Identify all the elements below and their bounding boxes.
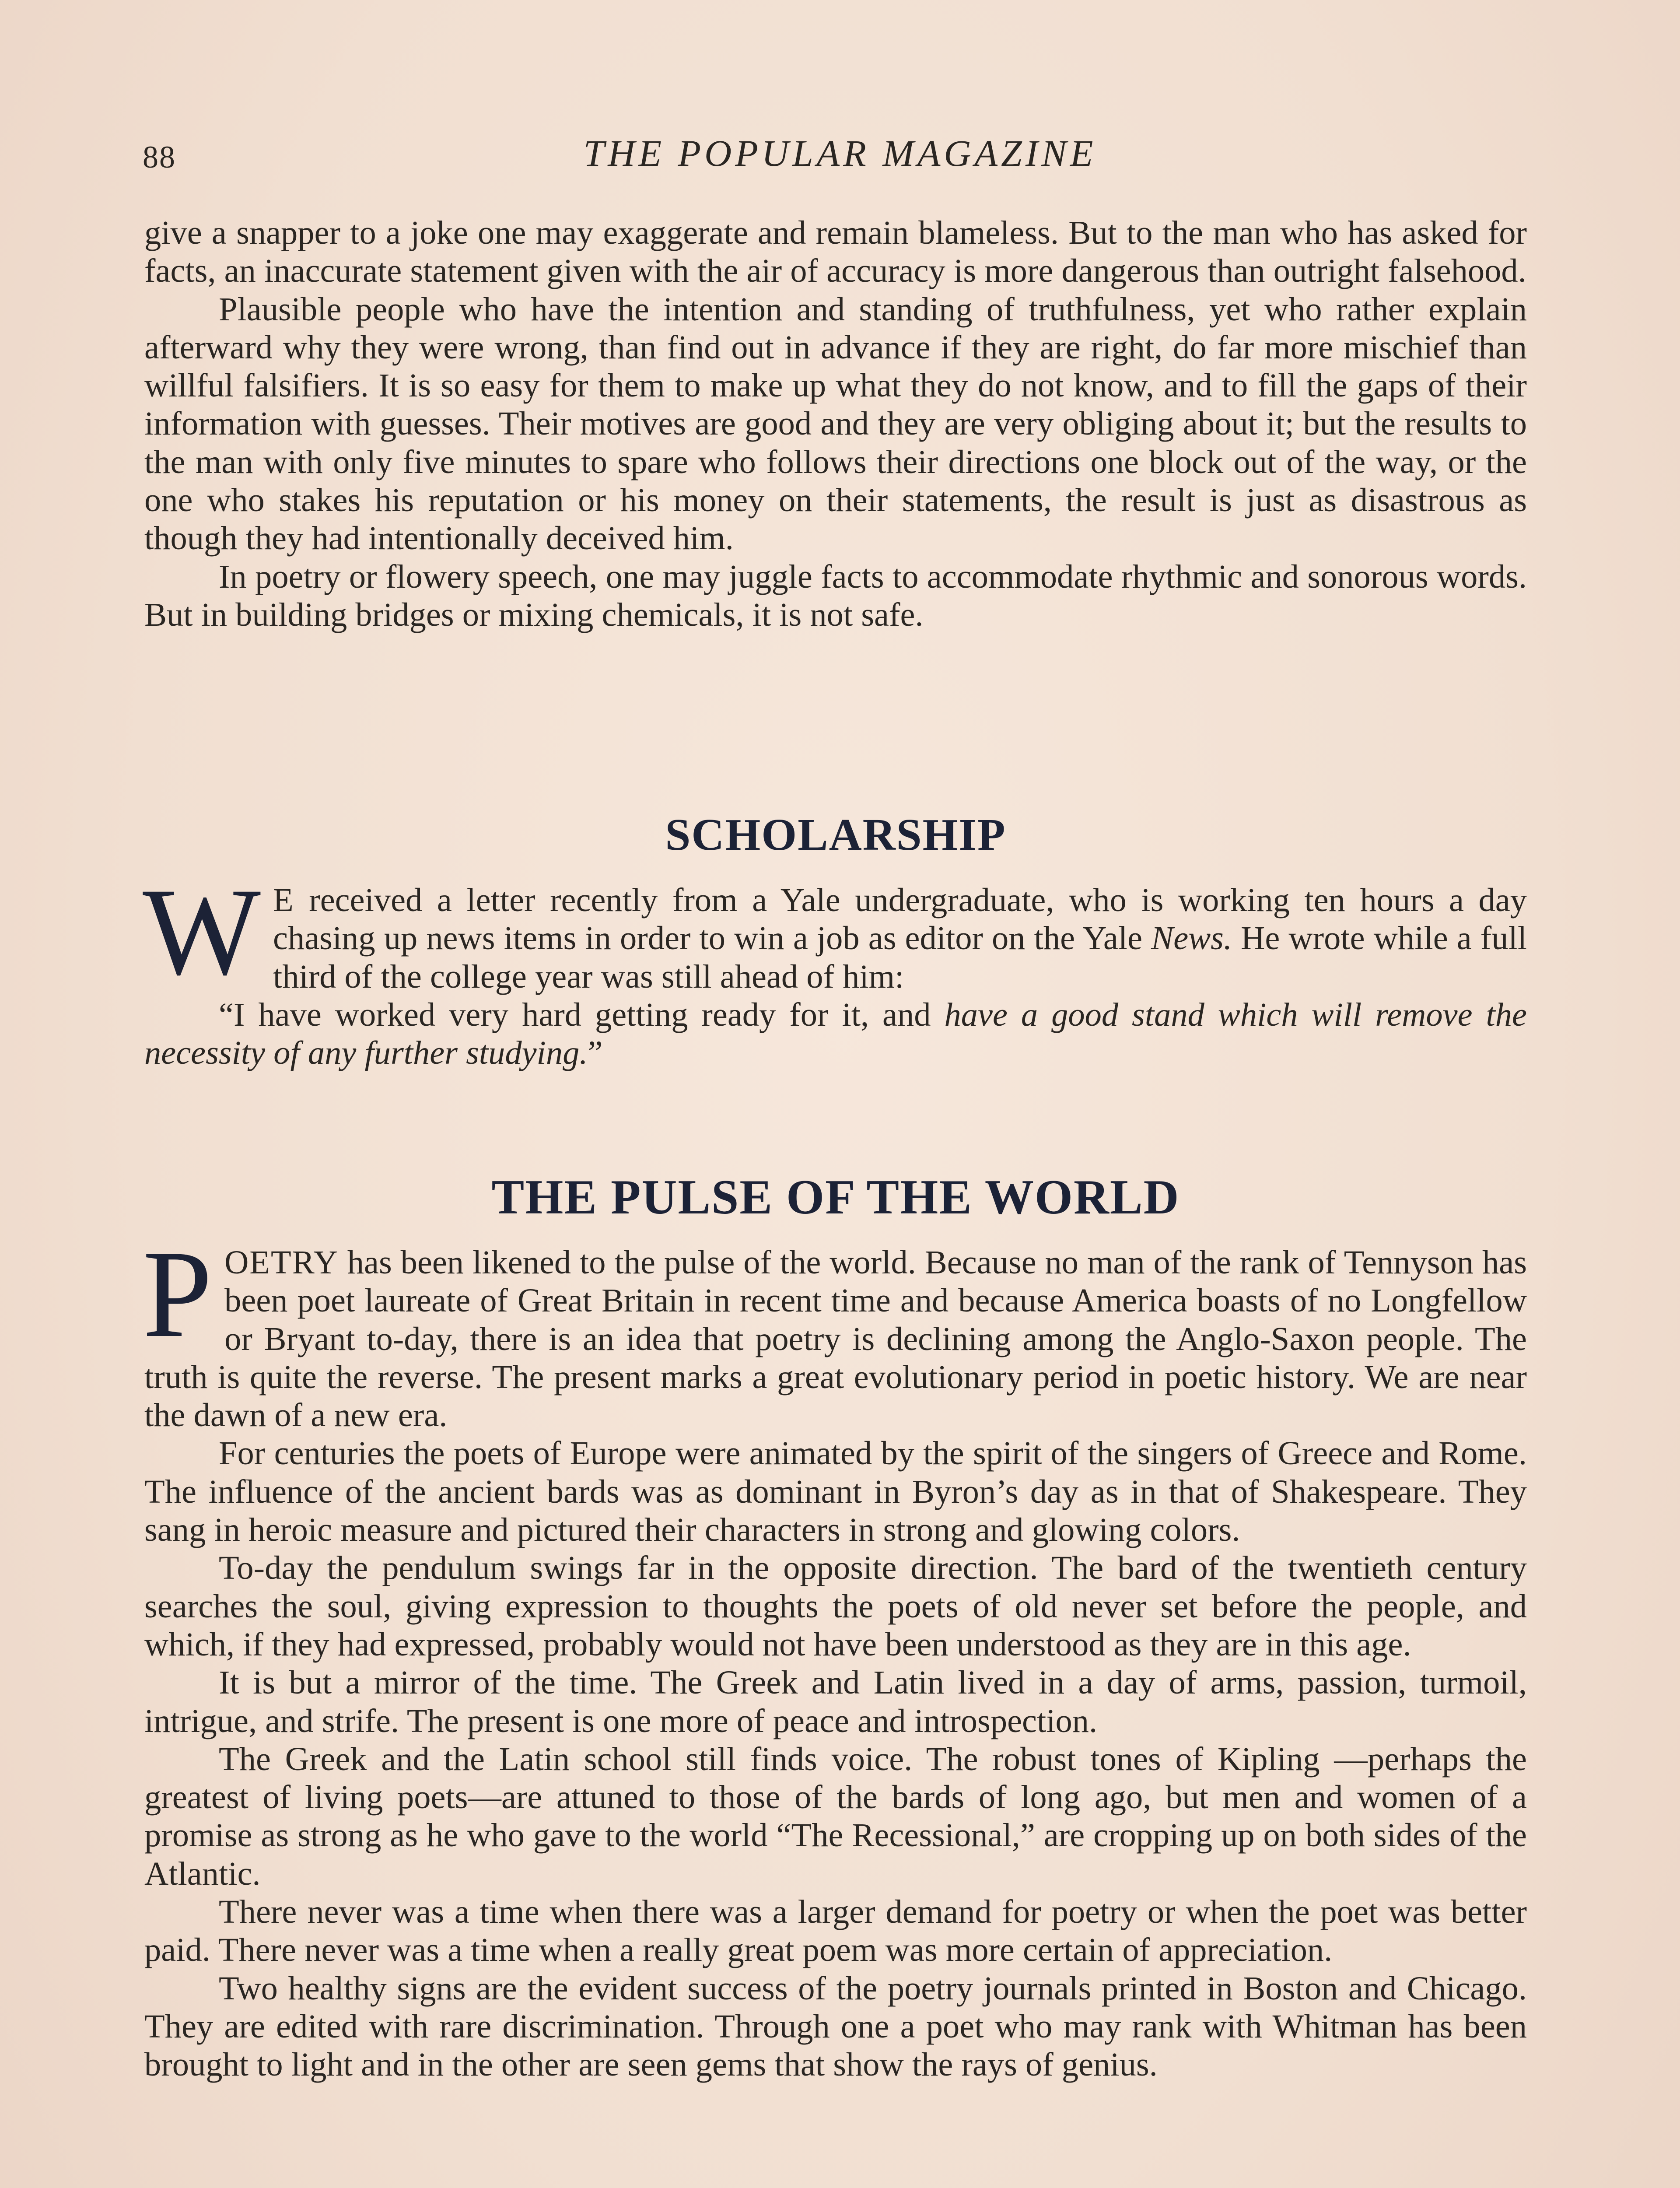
- scholarship-text-a: received a letter recently from a Yale undergraduate, who is working ten hours a day chasing up news items in order to win a job as editor on the Yale: [273, 881, 1527, 957]
- scholarship-quote: [144, 996, 1527, 1072]
- intro-paragraph-1: give a snapper to a joke one may exaggerate and remain blameless. But to the man who has asked for facts, an inaccurate statement given with the air of accuracy is more dangerous than outright falsehood.: [144, 214, 1527, 290]
- pulse-paragraph-5: The Greek and the Latin school still finds voice. The robust tones of Kipling —perhaps the greatest of living poets—are attuned to those of the bards of long ago, but men and women of a promise as strong as he who gave to the world “The Recessional,” are cropping up on both sides of the Atlantic.: [144, 1740, 1527, 1892]
- pulse-lead-caps: OETRY: [224, 1244, 339, 1281]
- pulse-paragraph-1-text: has been likened to the pulse of the world. Because no man of the rank of Tennyson has been poet laureate of Great Britain in recent time and because America boasts of no Longfellow or Bryant to-day, there is an idea that poetry is declining among the Anglo-Saxon people. The truth is quite the reverse. The present marks a great evolutionary period in poetic history. We are near the dawn of a new era.: [144, 1244, 1527, 1434]
- pulse-paragraph-6: There never was a time when there was a larger demand for poetry or when the poet was better paid. There never was a time when a really great poem was more certain of appreciation.: [144, 1893, 1527, 1969]
- pulse-paragraph-3: To-day the pendulum swings far in the opposite direction. The bard of the twentieth century searches the soul, giving expression to thoughts the poets of old never set before the people, and which, if they had expressed, probably would not have been understood as they are in this age.: [144, 1549, 1527, 1663]
- intro-text: [144, 214, 1527, 634]
- scholarship-italic-news: News.: [1151, 919, 1232, 957]
- scholarship-text-b: He wrote while a full third of the college year was still ahead of him:: [273, 919, 1527, 995]
- running-head: THE POPULAR MAGAZINE: [583, 132, 1097, 174]
- drop-cap-w: W: [143, 862, 261, 1001]
- quote-text-a: “I have worked very hard getting ready for it, and: [219, 996, 945, 1033]
- quote-end: ”: [588, 1034, 603, 1072]
- page-number: 88: [143, 140, 176, 175]
- scholarship-lead-caps: E: [273, 881, 294, 919]
- pulse-text: [143, 1224, 1527, 2084]
- quote-italic: have a good stand which will remove the necessity of any further studying.: [144, 996, 1527, 1072]
- pulse-paragraph-2: For centuries the poets of Europe were animated by the spirit of the singers of Greece and Rome. The influence of the ancient bards was as dominant in Byron’s day as in that of Shakespeare. They sang in heroic measure and pictured their characters in strong and glowing colors.: [144, 1434, 1527, 1549]
- scholarship-paragraph-1: [143, 862, 1527, 1001]
- page-header: [140, 131, 1540, 179]
- pulse-title: THE PULSE OF THE WORLD: [491, 1170, 1180, 1224]
- pulse-paragraph-4: It is but a mirror of the time. The Greek and Latin lived in a day of arms, passion, turmoil, intrigue, and strife. The present is one more of peace and introspection.: [144, 1664, 1527, 1739]
- drop-cap-p: P: [143, 1224, 213, 1363]
- scholarship-title: SCHOLARSHIP: [665, 810, 1006, 860]
- scholarship-text: [143, 862, 1527, 1072]
- pulse-paragraph-1: [143, 1224, 1527, 1434]
- intro-paragraph-2: Plausible people who have the intention and standing of truthfulness, yet who rather explain afterward why they were wrong, than find out in advance if they are right, do far more mischief than willful falsifiers. It is so easy for them to make up what they do not know, and to fill the gaps of their information with guesses. Their motives are good and they are very obliging about it; but the results to the man with only five minutes to spare who follows their directions one block out of the way, or the one who stakes his reputation or his money on their statements, the result is just as disastrous as though they had intentionally deceived him.: [144, 290, 1527, 557]
- intro-paragraph-3: In poetry or flowery speech, one may juggle facts to accommodate rhythmic and sonorous words. But in building bridges or mixing chemicals, it is not safe.: [144, 558, 1527, 633]
- pulse-paragraph-7: Two healthy signs are the evident success of the poetry journals printed in Boston and Chicago. They are edited with rare discrimination. Through one a poet who may rank with Whitman has been brought to light and in the other are seen gems that show the rays of genius.: [144, 1969, 1527, 2083]
